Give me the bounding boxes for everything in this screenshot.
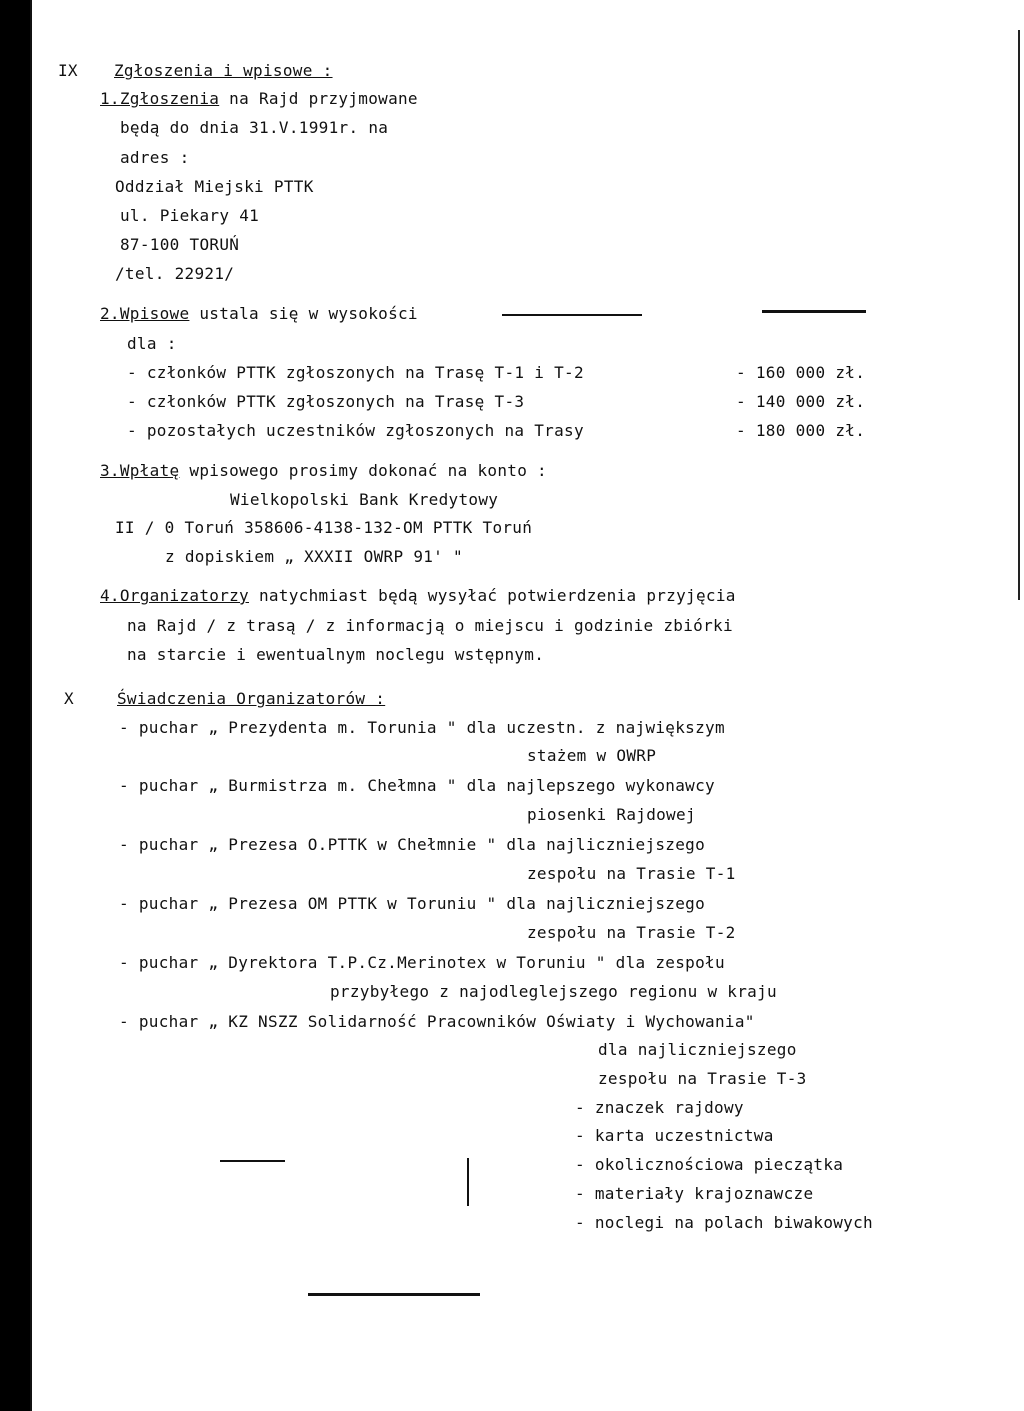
fee-amount: - 180 000 zł. <box>736 421 866 440</box>
award-cont: przybyłego z najodleglejszego regionu w kraju <box>330 982 777 1001</box>
p3-line: II / 0 Toruń 358606-4138-132-OM PTTK Toruń <box>115 518 533 537</box>
document-page <box>30 0 1024 1411</box>
section-x-heading: Świadczenia Organizatorów : <box>117 689 386 708</box>
p1-line: 87-100 TORUŃ <box>120 235 240 254</box>
p1-text: na Rajd przyjmowane <box>229 89 418 108</box>
p4-text: natychmiast będą wysyłać potwierdzenia przyjęcia <box>258 586 736 605</box>
award-cont: piosenki Rajdowej <box>527 805 696 824</box>
award-line: - puchar „ Prezydenta m. Torunia " dla uczestn. z największym <box>119 718 725 737</box>
extra-item: - karta uczestnictwa <box>575 1126 774 1145</box>
p2-heading <box>100 304 418 323</box>
extra-item: - noclegi na polach biwakowych <box>575 1213 873 1232</box>
p4-heading <box>100 586 736 605</box>
award-line: - puchar „ Dyrektora T.P.Cz.Merinotex w Toruniu " dla zespołu <box>119 953 725 972</box>
award-line: - puchar „ KZ NSZZ Solidarność Pracowników Oświaty i Wychowania" <box>119 1012 755 1031</box>
p3-text: wpisowego prosimy dokonać na konto : <box>189 461 547 480</box>
extra-item: - znaczek rajdowy <box>575 1098 744 1117</box>
p4-label: 4.Organizatorzy <box>100 586 249 605</box>
p4-line: na Rajd / z trasą / z informacją o miejscu i godzinie zbiórki <box>127 616 733 635</box>
p3-line: Wielkopolski Bank Kredytowy <box>230 490 499 509</box>
p3-heading <box>100 461 547 480</box>
award-cont: zespołu na Trasie T-3 <box>598 1069 807 1088</box>
award-cont: zespołu na Trasie T-1 <box>527 864 736 883</box>
p1-line: adres : <box>120 148 190 167</box>
section-ix-heading: Zgłoszenia i wpisowe : <box>114 61 333 80</box>
fee-who: - członków PTTK zgłoszonych na Trasę T-1 i T-2 <box>127 363 584 382</box>
p2-text: ustala się w wysokości <box>199 304 418 323</box>
award-cont: stażem w OWRP <box>527 746 657 765</box>
p2-label: 2.Wpisowe <box>100 304 190 323</box>
dash-rule <box>220 1160 285 1162</box>
bottom-rule <box>308 1293 480 1296</box>
award-line: - puchar „ Prezesa O.PTTK w Chełmnie " dla najliczniejszego <box>119 835 706 854</box>
p1-line: ul. Piekary 41 <box>120 206 260 225</box>
section-ix-marker: IX <box>58 61 78 80</box>
p3-label: 3.Wpłatę <box>100 461 180 480</box>
fee-who: - członków PTTK zgłoszonych na Trasę T-3 <box>127 392 525 411</box>
fee-who: - pozostałych uczestników zgłoszonych na Trasy <box>127 421 584 440</box>
award-line: - puchar „ Prezesa OM PTTK w Toruniu " dla najliczniejszego <box>119 894 706 913</box>
extra-item: - okolicznościowa pieczątka <box>575 1155 844 1174</box>
p3-line: z dopiskiem „ XXXII OWRP 91' " <box>165 547 463 566</box>
scan-edge-left <box>30 0 32 1411</box>
fee-amount: - 140 000 zł. <box>736 392 866 411</box>
award-cont: zespołu na Trasie T-2 <box>527 923 736 942</box>
p4-line: na starcie i ewentualnym noclegu wstępnym. <box>127 645 545 664</box>
vertical-rule <box>467 1158 469 1206</box>
extra-item: - materiały krajoznawcze <box>575 1184 814 1203</box>
p1-label: 1.Zgłoszenia <box>100 89 220 108</box>
award-cont: dla najliczniejszego <box>598 1040 797 1059</box>
p1-line: /tel. 22921/ <box>115 264 235 283</box>
p1-line: Oddział Miejski PTTK <box>115 177 314 196</box>
scan-edge-right <box>1018 30 1020 600</box>
dash-rule <box>502 314 642 316</box>
fee-amount: - 160 000 zł. <box>736 363 866 382</box>
award-line: - puchar „ Burmistrza m. Chełmna " dla najlepszego wykonawcy <box>119 776 715 795</box>
dash-rule <box>762 310 866 313</box>
p1-heading <box>100 89 418 108</box>
p2-dla: dla : <box>127 334 177 353</box>
p1-line: będą do dnia 31.V.1991r. na <box>120 118 389 137</box>
section-x-marker: X <box>64 689 74 708</box>
